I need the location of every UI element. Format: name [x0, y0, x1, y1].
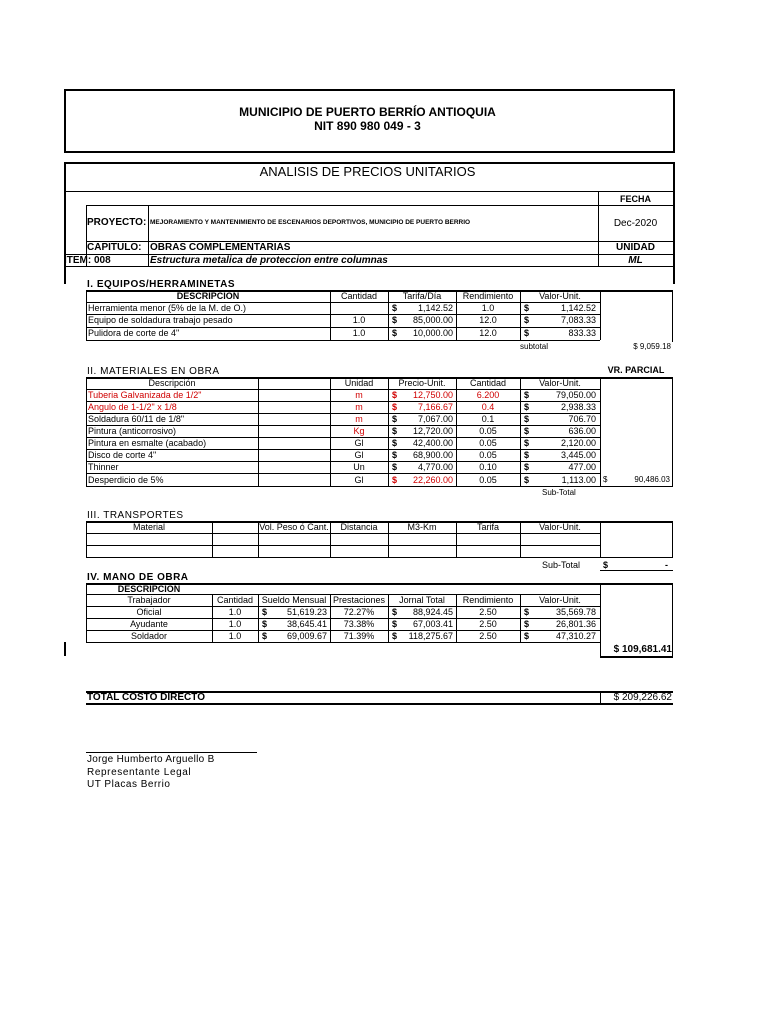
materiales-parcial-value: 90,486.03 [634, 475, 670, 484]
mano-total: $ 109,681.41 [613, 644, 672, 655]
materiales-header-cant: Cantidad [469, 378, 507, 388]
transportes-header-vol: Vol. Peso ó Cant. [259, 522, 329, 532]
equipos-header-desc: DESCRIPCION [176, 291, 240, 301]
mano-header-trabajador: Trabajador [127, 595, 171, 605]
materiales-header-unidad: Unidad [344, 378, 374, 388]
capitulo-value: OBRAS COMPLEMENTARIAS [150, 242, 291, 253]
signature-line [86, 752, 257, 753]
total-costo-label: TOTAL COSTO DIRECTO [87, 692, 205, 703]
equipos-subtotal-value: $ 9,059.18 [633, 342, 671, 351]
materiales-header-desc: Descripción [148, 378, 196, 388]
vr-parcial-label: VR. PARCIAL [607, 365, 665, 375]
capitulo-label: CAPITULO: [87, 242, 142, 253]
mano-header-jornal: Jornal Total [399, 595, 445, 605]
unidad-value: ML [628, 255, 643, 266]
fecha-value: Dec-2020 [613, 218, 658, 229]
transportes-header-m3km: M3-Km [407, 522, 437, 532]
item-label: ITEM: 008 [64, 255, 111, 266]
equipos-header-rend: Rendimiento [462, 291, 514, 301]
equipos-title: I. EQUIPOS/HERRAMINETAS [87, 279, 235, 290]
nit-number: NIT 890 980 049 - 3 [314, 119, 421, 133]
mano-desc-header: DESCRIPCION [117, 584, 181, 594]
mano-header-sueldo: Sueldo Mensual [261, 595, 327, 605]
unidad-label: UNIDAD [616, 242, 655, 253]
transportes-subtotal-label: Sub-Total [542, 560, 581, 570]
proyecto-value: MEJORAMIENTO Y MANTENIMIENTO DE ESCENARIOS DEPORTIVOS, MUNICIPIO DE PUERTO BERRIO [150, 219, 471, 226]
transportes-subtotal-value: - [665, 560, 668, 570]
transportes-subtotal-currency: $ [603, 560, 609, 570]
mano-header-valor: Valor-Unit. [539, 595, 581, 605]
item-value: Estructura metalica de proteccion entre columnas [150, 255, 388, 266]
transportes-header-dist: Distancia [340, 522, 378, 532]
mano-header-rend: Rendimiento [462, 595, 514, 605]
materiales-header-valor: Valor-Unit. [539, 378, 581, 388]
transportes-header-material: Material [132, 522, 165, 532]
equipos-header-tarifa: Tarifa/Día [402, 291, 442, 301]
signature-role: Representante Legal [87, 767, 192, 778]
document-title: ANALISIS DE PRECIOS UNITARIOS [259, 164, 476, 179]
equipos-subtotal-label: subtotal [520, 342, 549, 351]
materiales-title: II. MATERIALES EN OBRA [87, 366, 220, 377]
mano-header-cant: Cantidad [216, 595, 254, 605]
materiales-subtotal-label: Sub-Total [542, 488, 576, 497]
transportes-header-valor: Valor-Unit. [539, 522, 581, 532]
signature-company: UT Placas Berrio [87, 779, 171, 790]
transportes-title: III. TRANSPORTES [87, 510, 184, 521]
mano-title: IV. MANO DE OBRA [87, 572, 189, 583]
transportes-header-tarifa: Tarifa [476, 522, 499, 532]
equipos-header-cant: Cantidad [340, 291, 378, 301]
fecha-label: FECHA [620, 194, 651, 204]
materiales-header-precio: Precio-Unit. [398, 378, 446, 388]
equipos-header-valor: Valor-Unit. [539, 291, 581, 301]
mano-header-prest: Prestaciones [332, 595, 386, 605]
proyecto-label: PROYECTO: [87, 217, 147, 228]
materiales-parcial-currency: $ [603, 475, 608, 484]
municipality-name: MUNICIPIO DE PUERTO BERRÍO ANTIOQUIA [239, 105, 496, 119]
total-costo-value: $ 209,226.62 [613, 692, 672, 703]
signature-name: Jorge Humberto Arguello B [87, 754, 215, 765]
